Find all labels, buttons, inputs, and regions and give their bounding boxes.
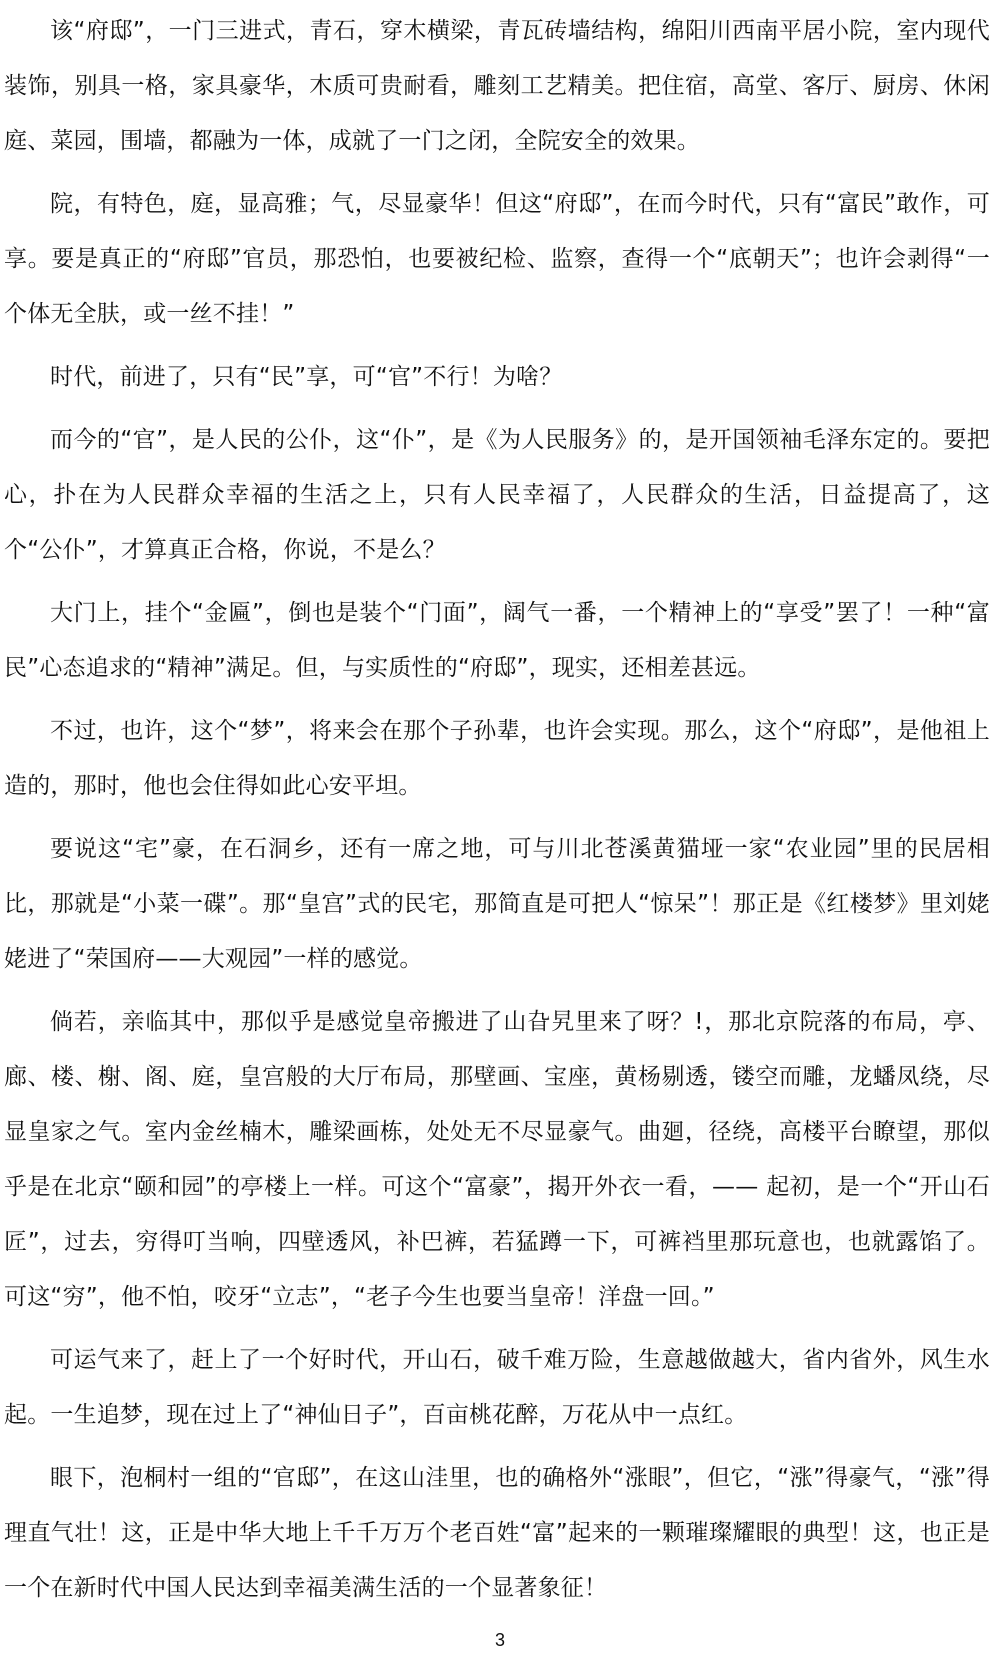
- paragraph: 该“府邸”，一门三进式，青石，穿木横梁，青瓦砖墙结构，绵阳川西南平居小院，室内现代装饰，别具一格，家具豪华，木质可贵耐看，雕刻工艺精美。把住宿，高堂、客厅、厨房、休闲庭、菜园，围墙，都融为一体，成就了一门之闭，全院安全的效果。: [4, 18, 990, 154]
- paragraph: 可运气来了，赶上了一个好时代，开山石，破千难万险，生意越做越大，省内省外，风生水起。一生追梦，现在过上了“神仙日子”，百亩桃花醉，万花从中一点红。: [4, 1347, 990, 1428]
- paragraph: 眼下，泡桐村一组的“官邸”，在这山洼里，也的确格外“涨眼”，但它，“涨”得豪气，“涨”得理直气壮！这，正是中华大地上千千万万个老百姓“富”起来的一颗璀璨耀眼的典型！这，也正是一个在新时代中国人民达到幸福美满生活的一个显著象征！: [4, 1465, 990, 1601]
- paragraph: 大门上，挂个“金匾”，倒也是装个“门面”，阔气一番，一个精神上的“享受”罢了！一种“富民”心态追求的“精神”满足。但，与实质性的“府邸”，现实，还相差甚远。: [4, 600, 990, 681]
- paragraph: 院，有特色，庭，显高雅；气，尽显豪华！但这“府邸”，在而今时代，只有“富民”敢作，可享。要是真正的“府邸”官员，那恐怕，也要被纪检、监察，查得一个“底朝天”；也许会剥得“一个体无全肤，或一丝不挂！”: [4, 191, 990, 327]
- paragraph: 时代，前进了，只有“民”享，可“官”不行！为啥？: [50, 364, 563, 390]
- paragraph: 不过，也许，这个“梦”，将来会在那个子孙辈，也许会实现。那么，这个“府邸”，是他祖上造的，那时，他也会住得如此心安平坦。: [4, 718, 990, 799]
- body-text: [4, 4, 990, 1624]
- page-number: 3: [494, 1630, 505, 1650]
- paragraph: 要说这“宅”豪，在石洞乡，还有一席之地，可与川北苍溪黄猫垭一家“农业园”里的民居相比，那就是“小菜一碟”。那“皇宫”式的民宅，那简直是可把人“惊呆”！那正是《红楼梦》里刘姥姥进了“荣国府——大观园”一样的感觉。: [4, 836, 990, 972]
- paragraph: 倘若，亲临其中，那似乎是感觉皇帝搬进了山旮旯里来了呀？!，那北京院落的布局，亭、廊、楼、榭、阁、庭，皇宫般的大厅布局，那壁画、宝座，黄杨剔透，镂空而雕，龙蟠凤绕，尽显皇家之气。室内金丝楠木，雕梁画栋，处处无不尽显豪气。曲廻，径绕，高楼平台瞭望，那似乎是在北京“颐和园”的亭楼上一样。可这个“富豪”，揭开外衣一看，—— 起初，是一个“开山石匠”，过去，穷得叮当响，四壁透风，补巴裤，若猛蹲一下，可裤裆里那玩意也，也就露馅了。可这“穷”，他不怕，咬牙“立志”，“老子今生也要当皇帝！洋盘一回。”: [4, 1009, 990, 1310]
- paragraph: 而今的“官”，是人民的公仆，这“仆”，是《为人民服务》的，是开国领袖毛泽东定的。要把心，扑在为人民群众幸福的生活之上，只有人民幸福了，人民群众的生活，日益提高了，这个“公仆”，才算真正合格，你说，不是么？: [4, 427, 990, 563]
